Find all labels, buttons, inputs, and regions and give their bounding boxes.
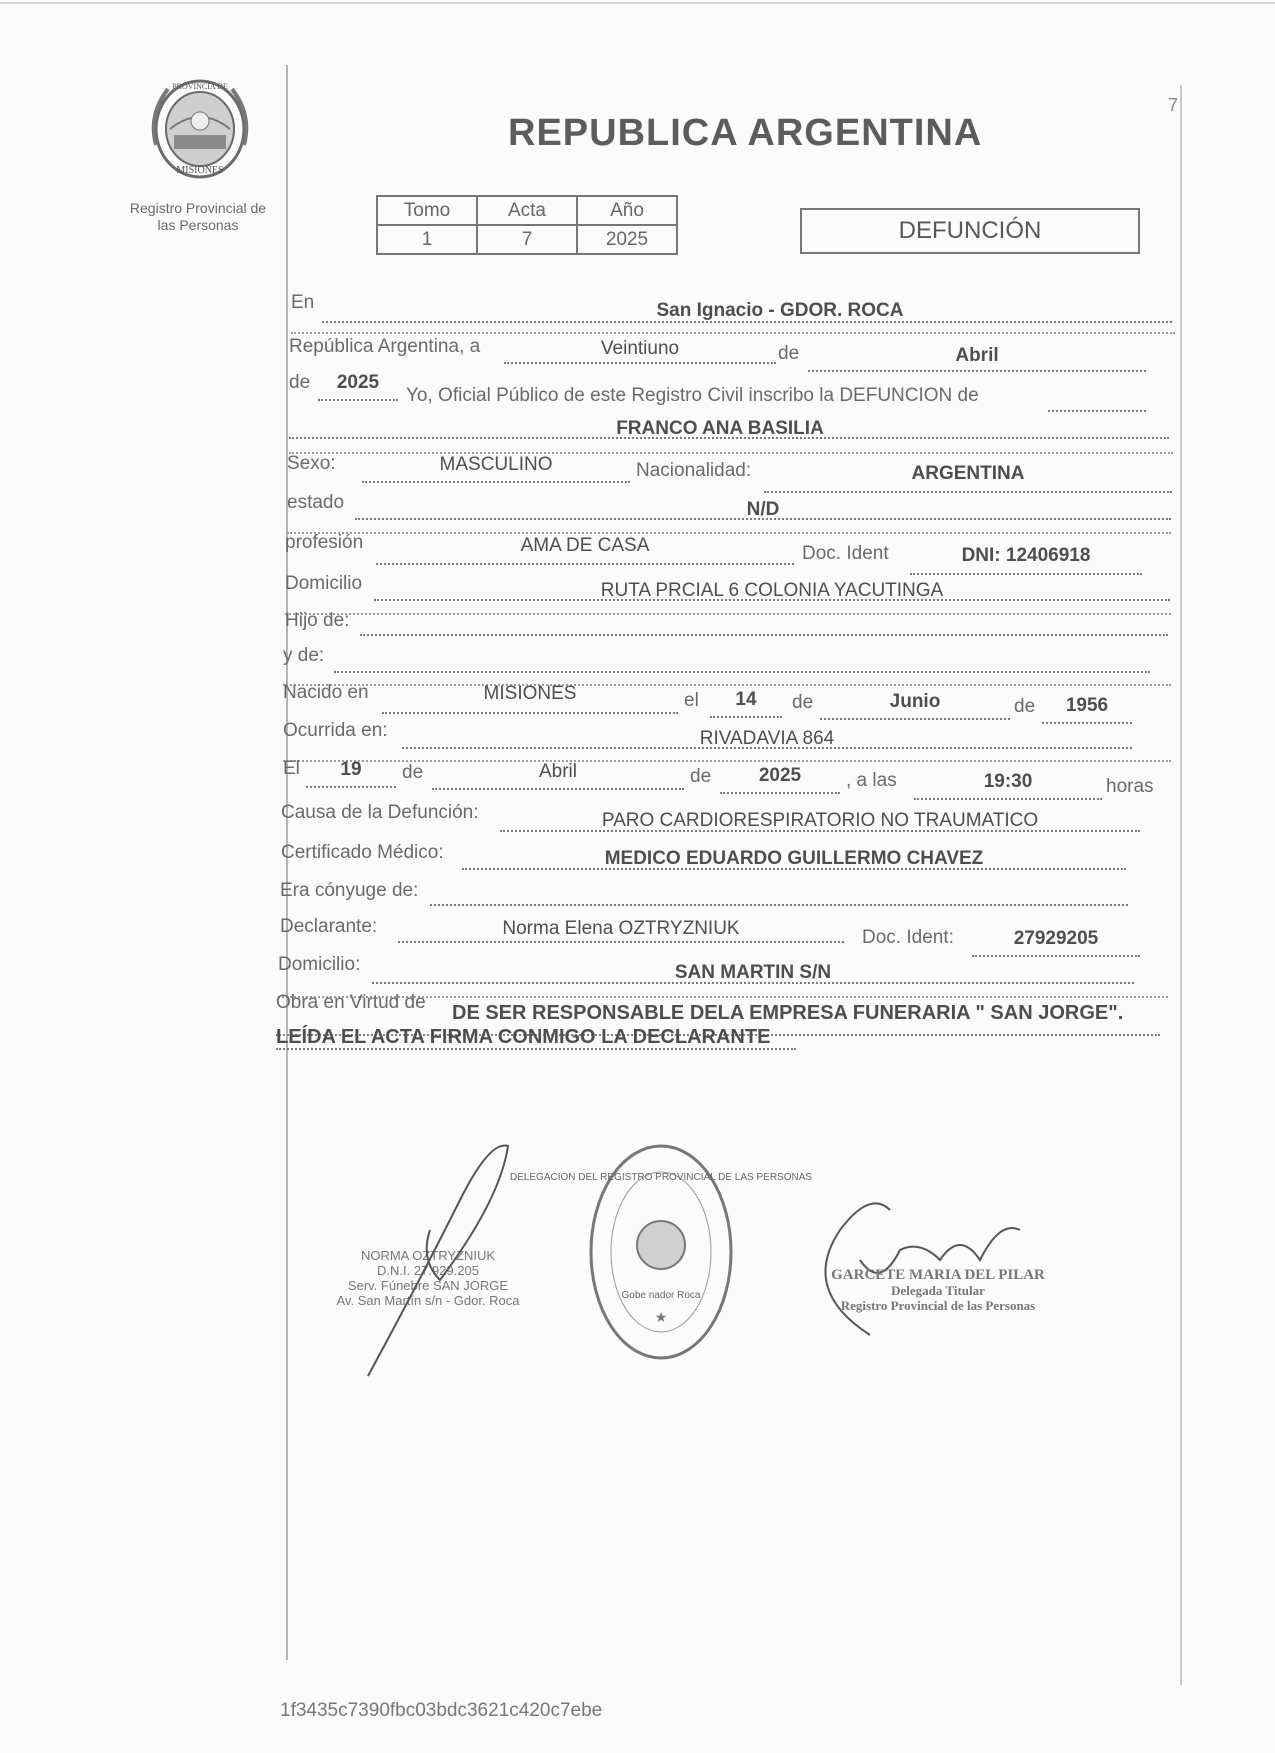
El-label: El (283, 758, 300, 779)
svg-text:PROVINCIA DE: PROVINCIA DE (172, 82, 228, 91)
ocurrida-label: Ocurrida en: (283, 720, 388, 741)
tomo-value: 1 (377, 225, 477, 254)
decl-domicilio-label: Domicilio: (278, 954, 361, 975)
svg-text:DELEGACION DEL REGISTRO PROVIN: DELEGACION DEL REGISTRO PROVINCIAL DE LAS PERSONAS (509, 1172, 813, 1183)
document-hash: 1f3435c7390fbc03bdc3621c420c7ebe (280, 1700, 603, 1721)
de-label-2: de (289, 372, 311, 393)
decl-domicilio-value: SAN MARTIN S/N (674, 962, 832, 983)
estado-value: N/D (746, 499, 780, 520)
domicilio-value: RUTA PRCIAL 6 COLONIA YACUTINGA (600, 580, 944, 601)
declarant-stamp-line1: NORMA OZTRYZNIUK (360, 1248, 496, 1263)
declarant-stamp-line3: Serv. Fúnebre SAN JORGE (347, 1278, 509, 1293)
place-value: San Ignacio - GDOR. ROCA (656, 300, 904, 321)
hijo-label: Hijo de: (285, 610, 350, 631)
decl-doc-label: Doc. Ident: (862, 927, 954, 948)
birth-day-value: 14 (735, 689, 757, 710)
right-margin-line (1180, 85, 1182, 1685)
de-label-3: de (792, 692, 814, 713)
nacido-label: Nacido en (283, 682, 369, 703)
death-month-value: Abril (538, 761, 577, 782)
acta-header: Acta (477, 196, 577, 225)
doc-value: DNI: 12406918 (961, 545, 1091, 566)
month-value: Abril (955, 345, 999, 366)
inscribo-text: Yo, Oficial Público de este Registro Civil inscribo la DEFUNCION de (406, 385, 979, 406)
page-number: 7 (1168, 95, 1179, 115)
declarant-stamp-line4: Av. San Martín s/n - Gdor. Roca (336, 1293, 520, 1308)
domicilio-label: Domicilio (285, 573, 363, 594)
sexo-value: MASCULINO (439, 454, 553, 475)
official-stamp-line3: Registro Provincial de las Personas (840, 1298, 1036, 1313)
registry-round-seal (509, 1140, 813, 1365)
svg-text:★: ★ (654, 1309, 668, 1325)
death-day-value: 19 (340, 759, 362, 780)
doc-label: Doc. Ident (802, 543, 889, 564)
alas-label: , a las (846, 770, 897, 791)
acta-value: 7 (477, 225, 577, 254)
anio-value: 2025 (577, 225, 677, 254)
anio-header: Año (577, 196, 677, 225)
document-title: REPUBLICA ARGENTINA (508, 112, 983, 154)
nacionalidad-value: ARGENTINA (911, 463, 1025, 484)
obra-label: Obra en Virtud de (276, 992, 426, 1013)
top-edge-line (0, 2, 1275, 4)
day-text-value: Veintiuno (600, 338, 680, 359)
obra-line2: LEÍDA EL ACTA FIRMA CONMIGO LA DECLARANTE (276, 1026, 771, 1048)
obra-line1: DE SER RESPONSABLE DELA EMPRESA FUNERARIA " SAN JORGE". (452, 1002, 1124, 1024)
birth-year-value: 1956 (1065, 695, 1109, 716)
declarante-label: Declarante: (280, 916, 378, 937)
svg-text:Gobe nador Roca: Gobe nador Roca (621, 1290, 701, 1301)
official-stamp-line1: GARCETE MARIA DEL PILAR (831, 1267, 1045, 1283)
ocurrida-value: RIVADAVIA 864 (699, 728, 835, 749)
certificado-value: MEDICO EDUARDO GUILLERMO CHAVEZ (604, 848, 984, 869)
death-year-value: 2025 (758, 765, 802, 786)
province-seal-logo (148, 75, 252, 187)
decl-doc-value: 27929205 (1013, 928, 1099, 949)
org-name-line2: las Personas (157, 217, 239, 233)
nacionalidad-label: Nacionalidad: (636, 460, 752, 481)
deceased-name-value: FRANCO ANA BASILIA (616, 418, 824, 439)
official-stamp (818, 1268, 1058, 1313)
de-label-4: de (1014, 696, 1036, 717)
de-label-5: de (402, 762, 424, 783)
sexo-label: Sexo: (287, 453, 336, 474)
en-label: En (291, 292, 315, 313)
declarant-signature (360, 1140, 520, 1380)
certificado-label: Certificado Médico: (281, 842, 444, 863)
svg-text:MISIONES: MISIONES (176, 165, 224, 176)
declarante-value: Norma Elena OZTRYZNIUK (502, 918, 740, 939)
profesion-value: AMA DE CASA (520, 535, 650, 556)
republica-label: República Argentina, a (289, 336, 481, 357)
org-name-line1: Registro Provincial de (129, 200, 267, 216)
de-label: de (778, 343, 800, 364)
birth-month-value: Junio (889, 691, 941, 712)
conyuge-label: Era cónyuge de: (280, 880, 419, 901)
causa-label: Causa de la Defunción: (281, 802, 479, 823)
horas-label: horas (1106, 776, 1154, 797)
el-label: el (684, 690, 699, 711)
nacido-value: MISIONES (483, 683, 577, 704)
registry-table (376, 195, 678, 255)
estado-label: estado (287, 492, 345, 513)
registry-org-name (118, 200, 278, 234)
tomo-header: Tomo (377, 196, 477, 225)
official-signature (810, 1190, 1050, 1340)
causa-value: PARO CARDIORESPIRATORIO NO TRAUMATICO (601, 810, 1039, 831)
de-label-6: de (690, 766, 712, 787)
act-type-box: DEFUNCIÓN (800, 208, 1140, 254)
year-value: 2025 (336, 372, 380, 393)
yde-label: y de: (283, 645, 325, 666)
death-time-value: 19:30 (983, 771, 1033, 792)
declarant-stamp-line2: D.N.I. 27.929.205 (377, 1263, 479, 1278)
official-stamp-line2: Delegada Titular (891, 1283, 985, 1298)
profesion-label: profesión (285, 532, 364, 553)
